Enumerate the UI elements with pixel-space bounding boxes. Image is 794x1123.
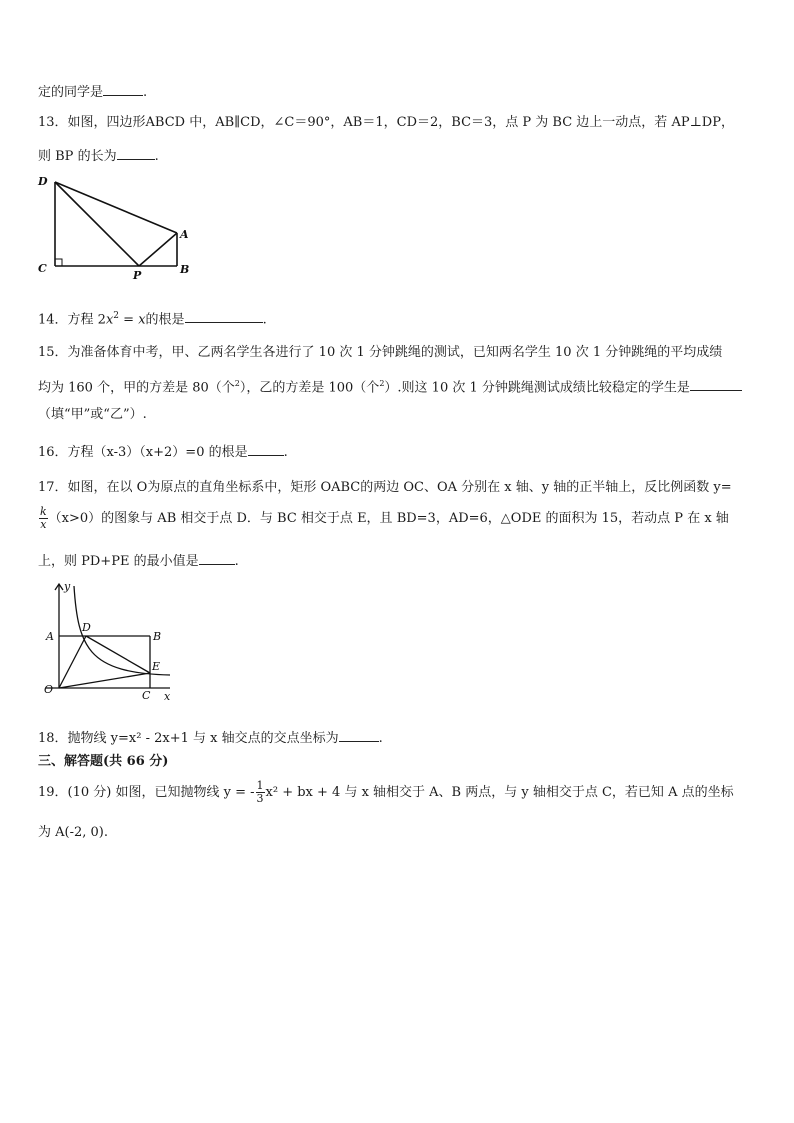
answer-blank	[185, 308, 263, 323]
section-title: 三、解答题(共 66 分)	[38, 754, 169, 769]
segment-od	[59, 636, 86, 688]
q19-line1: 19．(10 分) 如图，已知抛物线 y = - $\frac{1}{3}$ x² + bx + 4 与 x 轴相交于 A、B 两点，与 y 轴相交于点 C，若已知 A 点的坐标	[38, 779, 734, 805]
label-b: B	[180, 263, 190, 276]
segment-dp	[55, 182, 139, 266]
q17-line2: $\frac{k}{x}$ （x>0）的图象与 AB 相交于点 D．与 BC 相交于点 E，且 BD=3，AD=6，△ODE 的面积为 15，若动点 P 在 x 轴	[40, 505, 729, 531]
segment-oe	[59, 673, 150, 688]
answer-blank	[199, 550, 235, 565]
label-a: A	[46, 630, 54, 643]
answer-blank	[117, 145, 155, 160]
fraction-k-over-x: $\frac{k}{x}$	[40, 505, 47, 531]
segment-pa	[139, 233, 177, 266]
q12-tail: 定的同学是 .	[38, 81, 147, 103]
q19-line2: 为 A(-2, 0).	[38, 825, 108, 840]
answer-blank	[339, 727, 379, 742]
q15-line2: 均为 160 个，甲的方差是 80（个$^2$），乙的方差是 100（个$^2$）.则这 10 次 1 分钟跳绳测试成绩比较稳定的学生是	[38, 374, 742, 398]
q17-line1: 17．如图，在以 O为原点的直角坐标系中，矩形 OABC的两边 OC、OA 分别在 x 轴、y 轴的正半轴上，反比例函数 y=	[38, 480, 732, 495]
label-p: P	[133, 269, 142, 280]
q17-figure	[36, 578, 186, 706]
label-x: x	[164, 690, 171, 703]
q15-line1: 15．为准备体育中考，甲、乙两名学生各进行了 10 次 1 分钟跳绳的测试，已知两名学生 10 次 1 分钟跳绳的平均成绩	[38, 345, 723, 360]
q16: 16．方程（x-3）（x+2）=0 的根是 .	[38, 441, 288, 463]
q18: 18．抛物线 y=x² - 2x+1 与 x 轴交点的交点坐标为 .	[38, 727, 383, 749]
label-y: y	[64, 580, 71, 593]
label-a: A	[180, 228, 189, 241]
segment-da	[55, 182, 177, 233]
q15-line3: （填“甲”或“乙”）.	[38, 407, 147, 422]
answer-blank	[103, 81, 143, 96]
label-c: C	[38, 262, 47, 275]
q14: 14．方程 $2x^2 = x$的根是 .	[38, 306, 267, 330]
q13-figure	[34, 172, 194, 280]
fraction-1-over-3: $\frac{1}{3}$	[256, 779, 264, 805]
label-b: B	[153, 630, 162, 643]
label-e: E	[152, 660, 161, 673]
label-o: O	[44, 683, 54, 696]
label-d: D	[82, 621, 91, 634]
q17-line3: 上，则 PD+PE 的最小值是 .	[38, 550, 239, 572]
label-c: C	[142, 689, 151, 702]
label-d: D	[38, 175, 48, 188]
q13-line2: 则 BP 的长为 .	[38, 145, 159, 167]
right-angle-mark	[55, 259, 62, 266]
q13-line1: 13．如图，四边形ABCD 中，AB∥CD，∠C＝90°，AB＝1，CD＝2，BC＝3，点 P 为 BC 边上一动点，若 AP⊥DP，	[38, 115, 734, 130]
answer-blank	[690, 376, 742, 391]
answer-blank	[248, 441, 284, 456]
